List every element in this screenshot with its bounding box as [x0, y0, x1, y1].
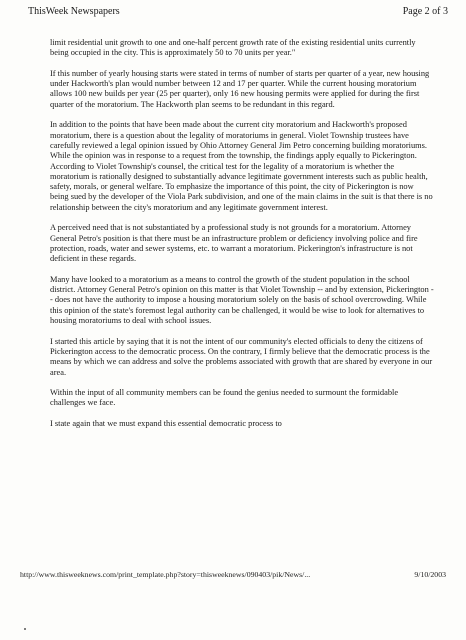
page-number: Page 2 of 3 [402, 6, 448, 17]
publication-name: ThisWeek Newspapers [28, 6, 120, 17]
paragraph-4: A perceived need that is not substantiated by a professional study is not grounds for a moratorium. Attorney General Petro's position is that there must be an infrastructure problem or deficiency involving police and fire protection, roads, water and sewer systems, etc. to warrant a moratorium. Pickerington's infrastructure is not deficient in these regards. [50, 223, 418, 264]
footer-url: http://www.thisweeknews.com/print_template.php?story=thisweeknews/090403/pik/News/... [20, 570, 311, 579]
paragraph-2: If this number of yearly housing starts were stated in terms of number of starts per quarter of a year, new housing under Hackworth's plan would number between 12 and 17 per quarter. While the current housing moratorium allows 100 new builds per year (25 per quarter), only 16 new housing permits were applied for during the first quarter of the moratorium. The Hackworth plan seems to be redundant in this regard. [50, 68, 430, 109]
paragraph-1: limit residential unit growth to one and one-half percent growth rate of the existing residential units currently being occupied in the city. This is approximately 50 to 70 units per year." [50, 38, 416, 58]
scan-speck [24, 628, 26, 630]
article-body [50, 38, 434, 440]
page-footer [20, 570, 446, 580]
paragraph-3: In addition to the points that have been made about the current city moratorium and Hackworth's proposed moratorium, there is a question about the legality of moratoriums in general. Violet Township trustees have carefully reviewed a legal opinion issued by Ohio Attorney General Jim Petro concerning building moratoriums. While the opinion was in response to a request from the township, the findings apply equally to Pickerington. According to Violet Township's counsel, the critical test for the legality of a moratorium is whether the moratorium is rationally designed to substantially advance legitimate government interests such as public health, safety, morals, or general welfare. To emphasize the importance of this point, the city of Pickerington is now being sued by the developer of the Viola Park subdivision, and one of the main claims in the suit is that there is no relationship between the city's moratorium and any legitimate government interest. [50, 120, 433, 212]
paragraph-6: I started this article by saying that it is not the intent of our community's elected officials to deny the citizens of Pickerington access to the democratic process. On the contrary, I firmly believe that the democratic process is the means by which we can address and solve the problems associated with growth that are shared by everyone in our area. [50, 336, 433, 377]
paragraph-7: Within the input of all community members can be found the genius needed to surmount the formidable challenges we face. [50, 388, 399, 408]
paragraph-5: Many have looked to a moratorium as a means to control the growth of the student population in the school district. Attorney General Petro's opinion on this matter is that Violet Township -- and by extension, Pickerington -- does not have the authority to impose a housing moratorium solely on the basis of school overcrowding. While this opinion of the state's foremost legal authority can be challenged, it would be wise to look for alternatives to housing moratoriums to deal with school issues. [50, 274, 434, 326]
page-header [28, 6, 448, 18]
footer-date: 9/10/2003 [414, 570, 446, 579]
paragraph-8: I state again that we must expand this essential democratic process to [50, 418, 282, 428]
